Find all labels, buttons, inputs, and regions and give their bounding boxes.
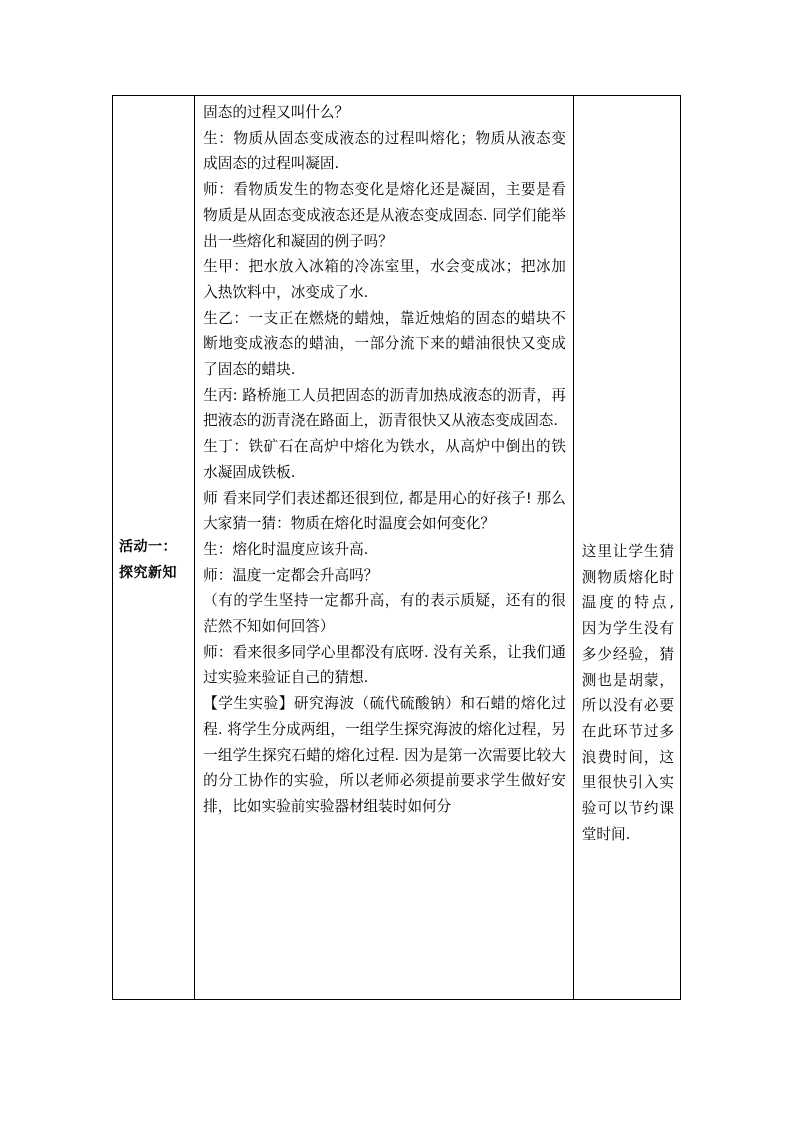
activity-label-line1: 活动一： [119,538,177,555]
content-paragraph: 生：物质从固态变成液态的过程叫熔化；物质从液态变成固态的过程叫凝固. [203,129,566,173]
lesson-content-cell [195,96,574,1000]
content-paragraph: 生：熔化时温度应该升高. [203,540,369,558]
activity-label-line2: 探究新知 [119,564,177,581]
content-paragraph: 【学生实验】研究海波（硫代硫酸钠）和石蜡的熔化过程. 将学生分成两组，一组学生探究海波的熔化过程，另一组学生探究石蜡的熔化过程. 因为是第一次需要比较大的分工协作的实验，所以老师必须提前要求学生做好安排，比如实验前实验器材组装时如何分 [203,695,566,815]
content-paragraph: 师：看物质发生的物态变化是熔化还是凝固，主要是看物质是从固态变成液态还是从液态变成固态. 同学们能举出一些熔化和凝固的例子吗？ [203,181,566,250]
activity-label [113,534,194,586]
content-paragraph: 生丙: 路桥施工人员把固态的沥青加热成液态的沥青，再把液态的沥青浇在路面上，沥青很快又从液态变成固态. [203,386,566,430]
content-paragraph: （有的学生坚持一定都升高，有的表示质疑，还有的很茫然不知如何回答） [203,592,566,636]
design-note-cell [573,96,680,1000]
content-paragraph: 生甲：把水放入冰箱的冷冻室里，水会变成冰；把冰加入热饮料中，冰变成了水. [203,258,566,301]
table-row [113,96,681,1000]
content-paragraph: 生丁：铁矿石在高炉中熔化为铁水，从高炉中倒出的铁水凝固成铁板. [203,438,566,481]
content-paragraph: 师：看来很多同学心里都没有底呀. 没有关系，让我们通过实验来验证自己的猜想. [203,643,566,687]
activity-label-cell [113,96,195,1000]
content-paragraph: 师 看来同学们表述都还很到位, 都是用心的好孩子! 那么大家猜一猜：物质在熔化时温度会如何变化？ [203,489,566,533]
content-paragraph: 生乙：一支正在燃烧的蜡烛，靠近烛焰的固态的蜡块不断地变成液态的蜡油，一部分流下来的蜡油很快又变成了固态的蜡块. [203,309,566,379]
design-note: 这里让学生猜测物质熔化时温度的特点, 因为学生没有多少经验，猜测也是胡蒙，所以没有必要在此环节过多浪费时间，这里很快引入实验可以节约课堂时间. [581,543,674,843]
content-paragraph: 师：温度一定都会升高吗？ [203,566,379,584]
content-paragraph: 固态的过程又叫什么？ [203,104,350,121]
lesson-plan-table [112,95,681,1000]
